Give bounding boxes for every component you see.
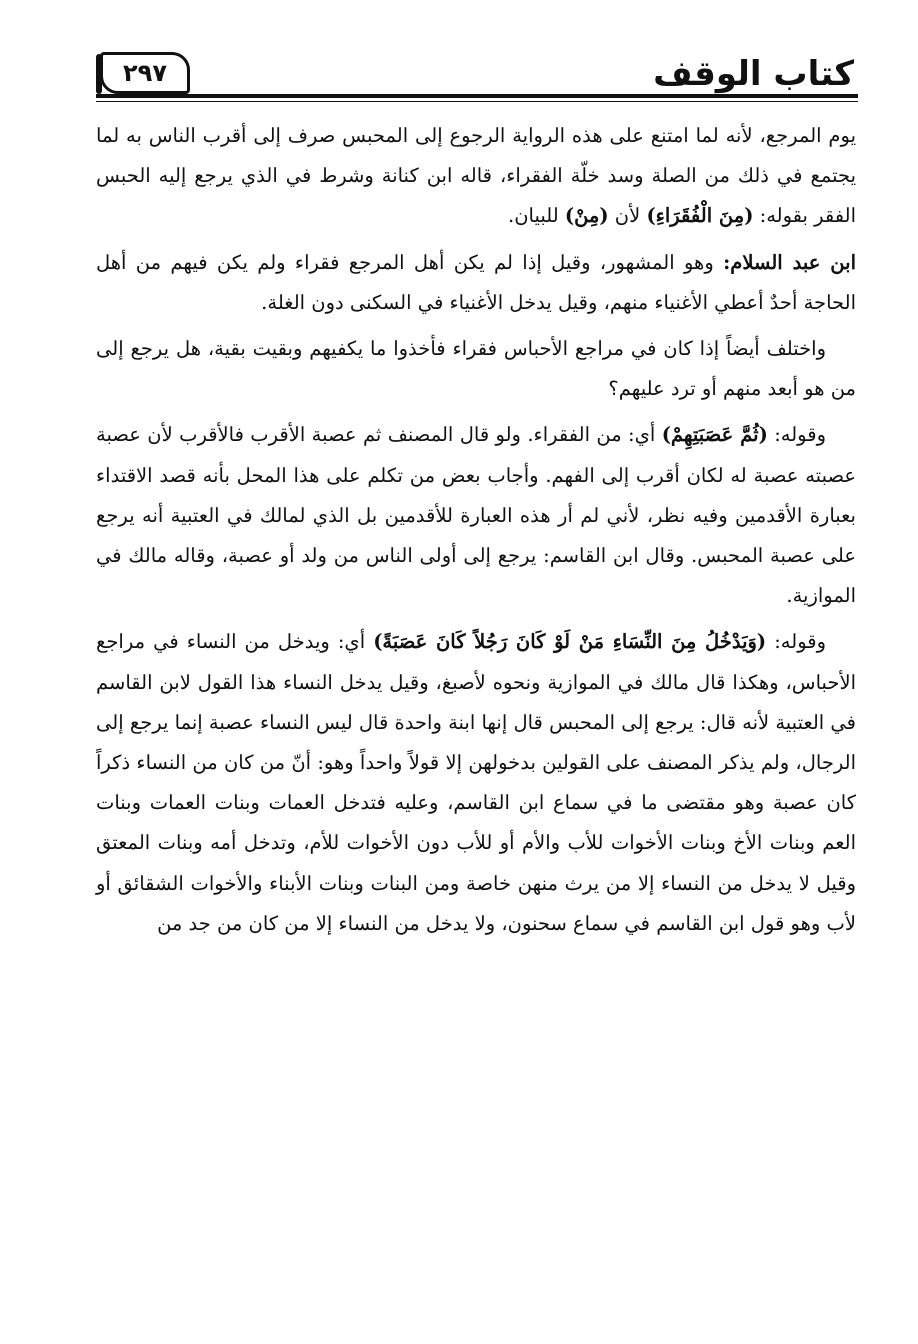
- paragraph-1-text-a: يوم المرجع، لأنه لما امتنع على هذه الرواية الرجوع إلى المحبس صرف إلى أقرب الناس به لما يجتمع في ذلك من الصلة وسد خلّة الفقراء، قاله ابن كنانة وشرط في الذي يرجع إليه الحبس الفقر بقوله:: [96, 124, 856, 228]
- paragraph-2: [96, 243, 856, 323]
- page-body: [96, 116, 856, 950]
- quoted-phrase-thumma-asabatihim: (ثُمَّ عَصَبَتِهِمْ): [661, 423, 768, 447]
- paragraph-3: [96, 329, 856, 409]
- page-number: ٢٩٧: [123, 59, 167, 87]
- chapter-title: كتاب الوقف: [653, 54, 854, 94]
- paragraph-1-text-c: للبيان.: [508, 204, 565, 228]
- author-name-ibn-abd-al-salam: ابن عبد السلام:: [723, 250, 856, 274]
- header-rule-thin: [96, 101, 858, 102]
- page-header: [96, 46, 858, 100]
- paragraph-1-text-b: لأن: [608, 204, 647, 228]
- quoted-phrase-min-al-fuqara: (مِنَ الْفُقَرَاءِ): [646, 204, 754, 228]
- paragraph-5: [96, 622, 856, 944]
- paragraph-3-text: واختلف أيضاً إذا كان في مراجع الأحباس فقراء فأخذوا ما يكفيهم وبقيت بقية، هل يرجع إلى من هو أبعد منهم أو ترد عليهم؟: [96, 337, 856, 401]
- page-number-box: [100, 52, 190, 94]
- paragraph-4: [96, 415, 856, 616]
- paragraph-1: [96, 116, 856, 237]
- header-rule-thick: [96, 94, 858, 98]
- paragraph-2-text: وهو المشهور، وقيل إذا لم يكن أهل المرجع فقراء ولم يكن فيهم من أهل الحاجة أحدٌ أعطي الأغنياء منهم، وقيل يدخل الأغنياء في السكنى دون الغلة.: [96, 250, 856, 314]
- quoted-phrase-wa-yadkhulu: (وَيَدْخُلُ مِنَ النِّسَاءِ مَنْ لَوْ كَانَ رَجُلاً كَانَ عَصَبَةً): [373, 630, 767, 654]
- paragraph-5-text-a: وقوله:: [766, 630, 827, 654]
- paragraph-5-text-b: أي: ويدخل من النساء في مراجع الأحباس، وهكذا قال مالك في الموازية ونحوه لأصبغ، وقيل يدخل النساء هذا القول لابن القاسم في العتبية لأنه قال: يرجع إلى المحبس قال إنها ابنة واحدة قال ليس النساء عصبة إنما يرجع إلى الرجال، ولم يذكر المصنف على القولين بدخولهن إلا قولاً واحداً وهو: أنّ من كان من النساء ذكراً كان عصبة وهو مقتضى ما في سماع ابن القاسم، وعليه فتدخل العمات وبنات العمات وبنات العم وبنات الأخ وبنات الأخوات للأب والأم أو للأب دون الأخوات للأم، وتدخل أمه وبنات المعتق وقيل لا يدخل من النساء إلا من يرث منهن خاصة ومن البنات وبنات الأبناء والأخوات الشقائق أو لأب وهو قول ابن القاسم في سماع سحنون، ولا يدخل من النساء إلا من كان من جد من: [96, 630, 856, 935]
- paragraph-4-text-a: وقوله:: [767, 423, 826, 447]
- quoted-word-min: (مِنْ): [564, 204, 609, 228]
- paragraph-4-text-b: أي: من الفقراء. ولو قال المصنف ثم عصبة الأقرب فالأقرب لأن عصبة عصبته عصبة له لكان أقرب إلى الفهم. وأجاب بعض من تكلم على هذا المحل بأنه قصد الاقتداء بعبارة الأقدمين وفيه نظر، لأني لم أر هذه العبارة للأقدمين بل الذي لمالك في العتبية أنه يرجع على عصبة المحبس. وقال ابن القاسم: يرجع إلى أولى الناس من ولد أو عصبة، وقاله مالك في الموازية.: [96, 423, 856, 608]
